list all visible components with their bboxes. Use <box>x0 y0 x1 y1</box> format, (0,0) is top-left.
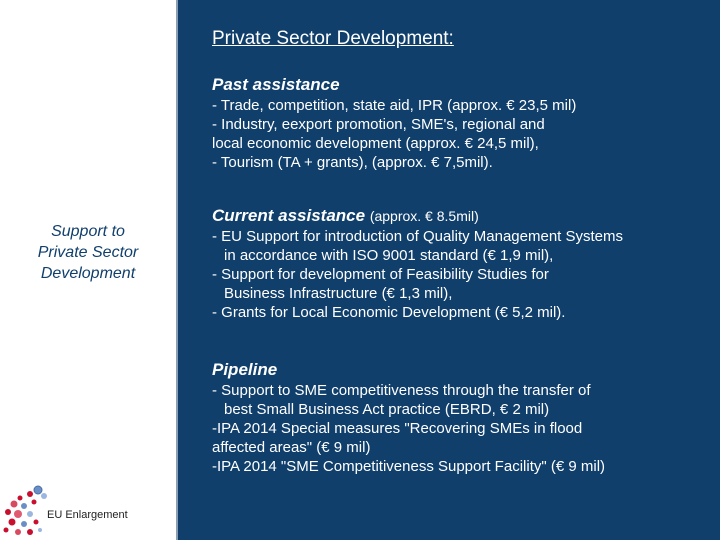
past-assistance-section <box>212 74 712 172</box>
list-item: in accordance with ISO 9001 standard (€ 1,9 mil), <box>224 247 554 264</box>
list-item: best Small Business Act practice (EBRD, € 2 mil) <box>224 401 550 418</box>
list-item: affected areas" (€ 9 mil) <box>212 439 371 456</box>
list-item: - Grants for Local Economic Development (€ 5,2 mil). <box>212 304 566 321</box>
list-item: - Support to SME competitiveness through the transfer of <box>212 382 591 399</box>
list-item: - Industry, eexport promotion, SME's, regional and <box>212 116 545 133</box>
section-note: (approx. € 8.5mil) <box>369 208 479 224</box>
content-panel <box>178 0 720 540</box>
section-heading: Current assistance <box>212 206 366 225</box>
side-label <box>0 221 176 284</box>
list-item: - Trade, competition, state aid, IPR (approx. € 23,5 mil) <box>212 97 577 114</box>
logo-text: EU Enlargement <box>47 509 128 521</box>
side-label-line: Development <box>40 265 136 282</box>
slide-title: Private Sector Development: <box>212 28 454 49</box>
side-label-line: Support to <box>51 223 125 240</box>
pipeline-section <box>212 359 712 476</box>
section-heading: Past assistance <box>212 75 340 94</box>
list-item: local economic development (approx. € 24,5 mil), <box>212 135 539 152</box>
current-assistance-section <box>212 205 712 322</box>
list-item: - Tourism (TA + grants), (approx. € 7,5mil). <box>212 154 493 171</box>
list-item: -IPA 2014 "SME Competitiveness Support Facility" (€ 9 mil) <box>212 458 606 475</box>
list-item: - Support for development of Feasibility Studies for <box>212 266 549 283</box>
list-item: -IPA 2014 Special measures "Recovering SMEs in flood <box>212 420 583 437</box>
list-item: Business Infrastructure (€ 1,3 mil), <box>224 285 453 302</box>
side-label-line: Private Sector <box>37 244 139 261</box>
section-heading: Pipeline <box>212 360 278 379</box>
list-item: - EU Support for introduction of Quality Management Systems <box>212 228 624 245</box>
